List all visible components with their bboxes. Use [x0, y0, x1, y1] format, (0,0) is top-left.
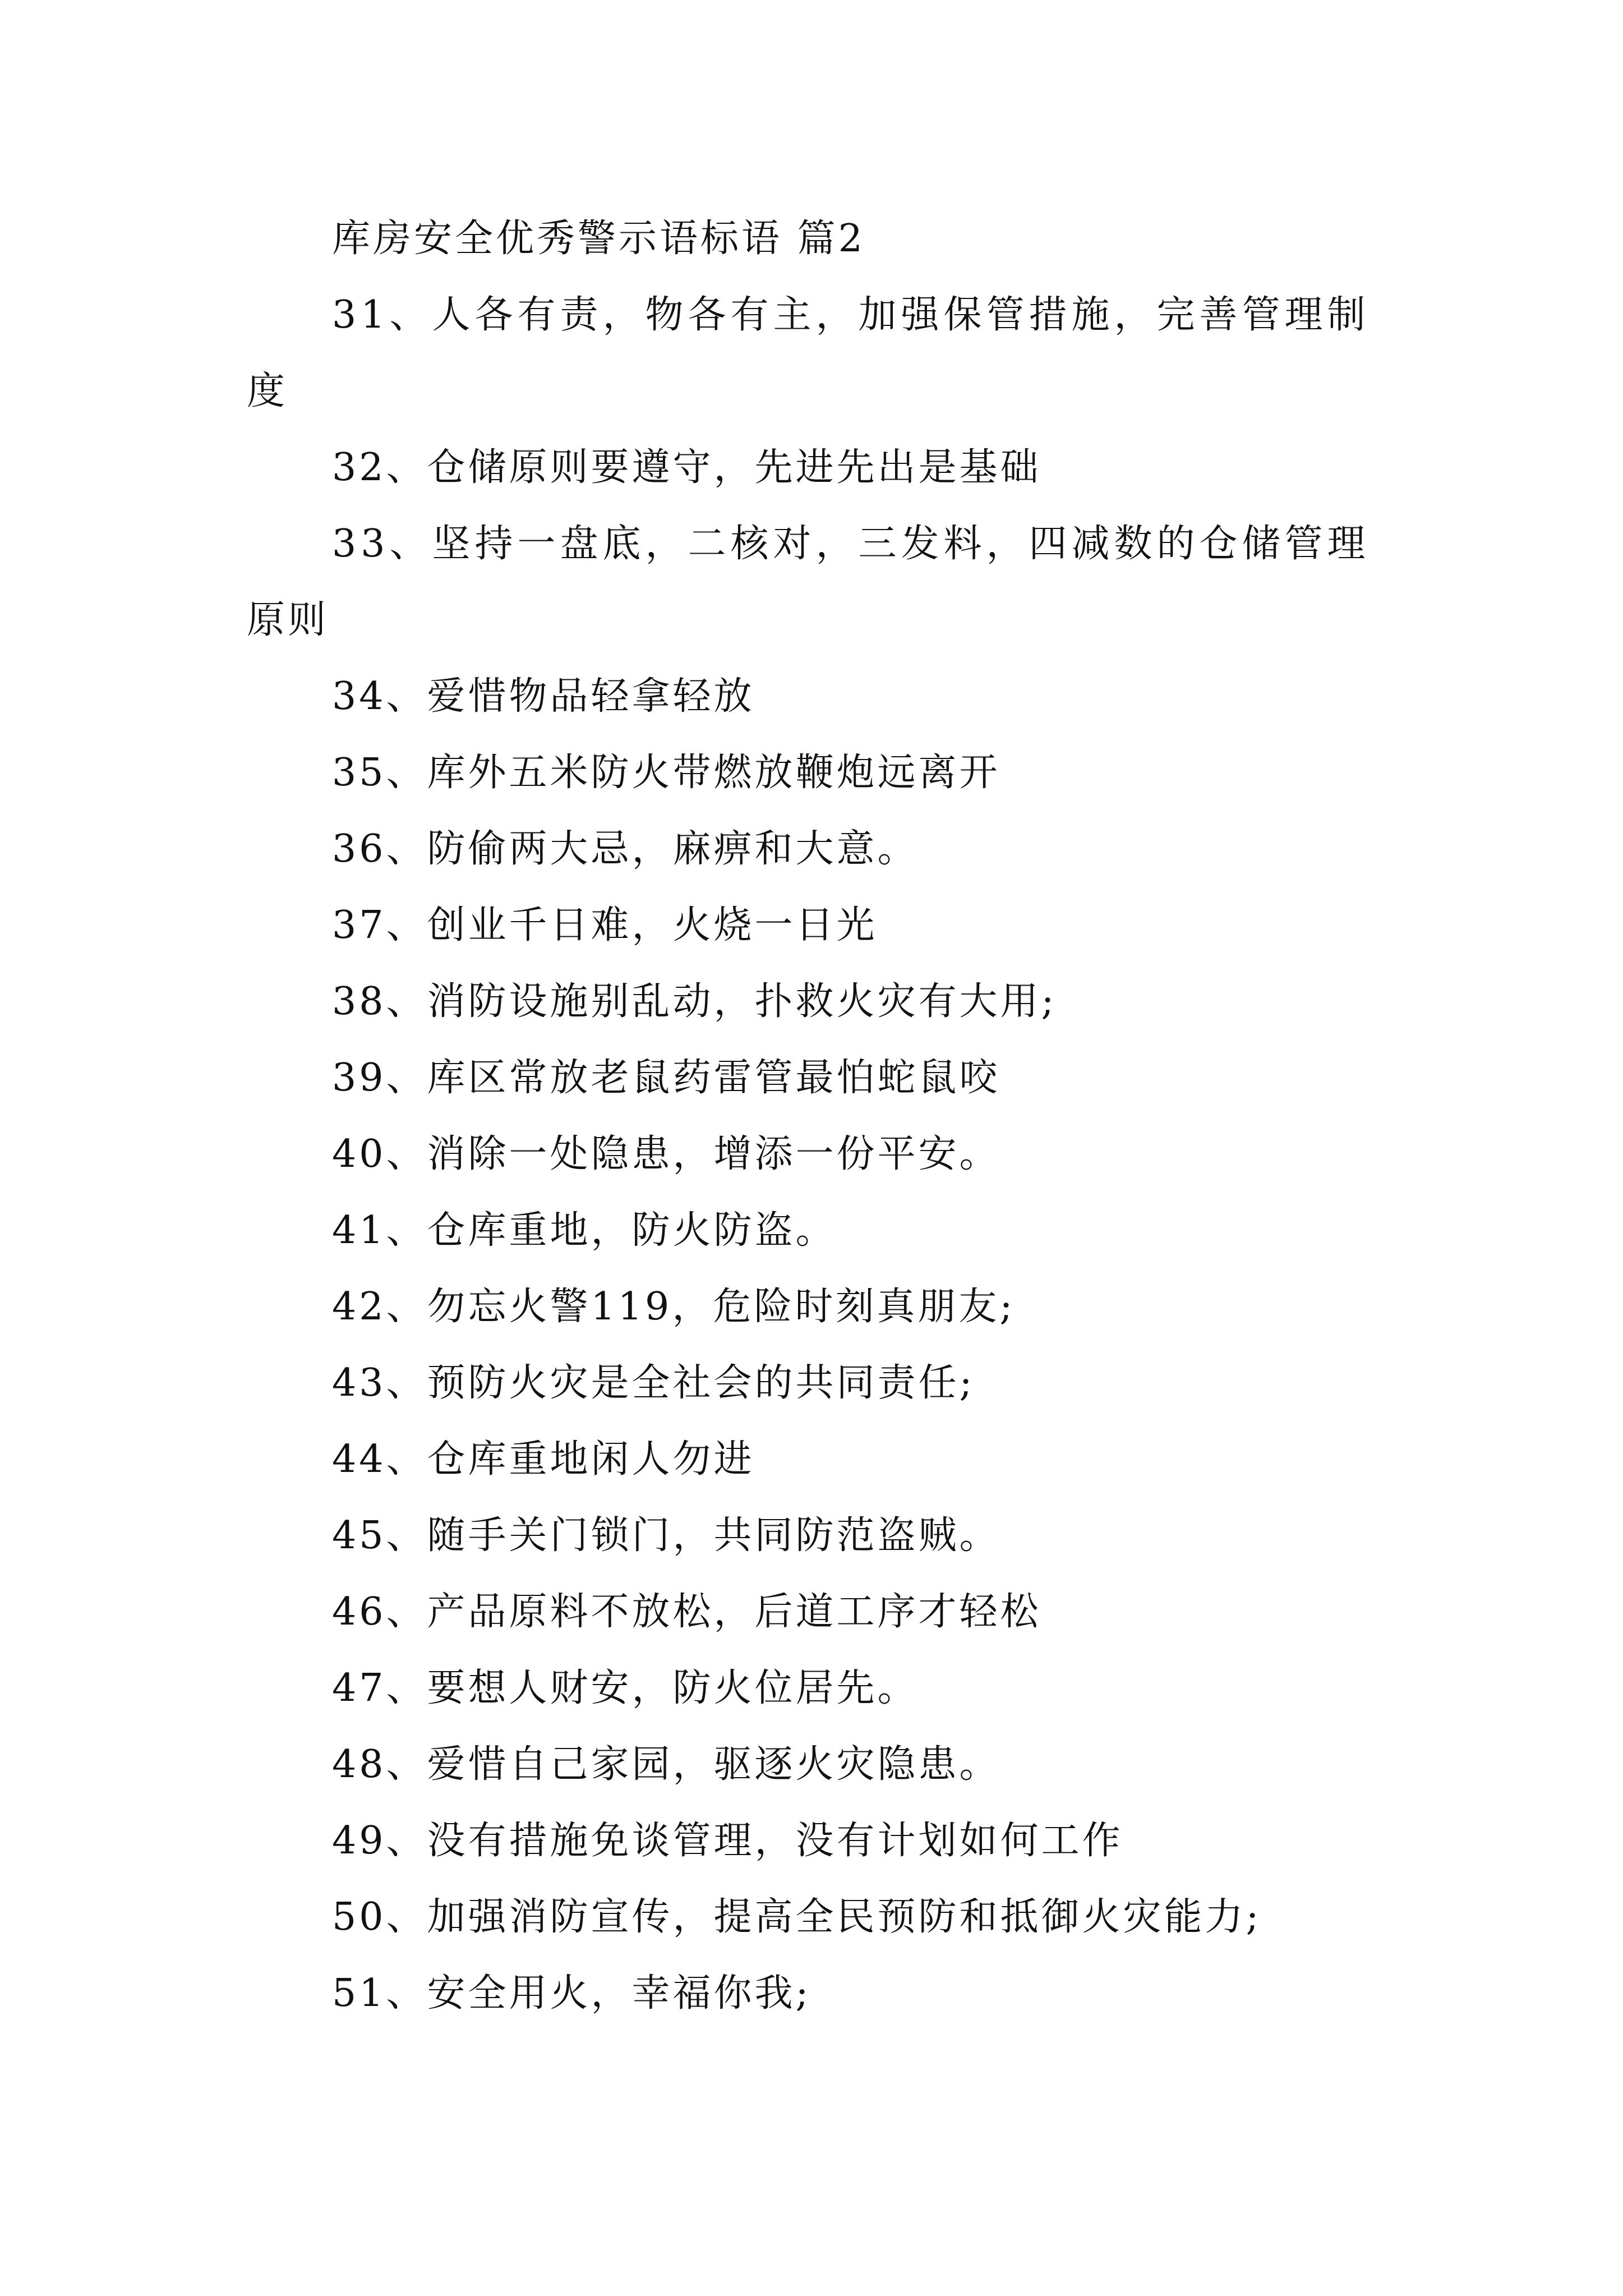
list-item-35: 35、库外五米防火带燃放鞭炮远离开 — [332, 751, 1000, 795]
list-item-37: 37、创业千日难，火烧一日光 — [332, 903, 878, 947]
list-item-36: 36、防偷两大忌，麻痹和大意。 — [332, 827, 919, 871]
list-item-31: 31、人各有责，物各有主，加强保管措施，完善管理制 — [332, 293, 1370, 337]
list-item-48: 48、爱惜自己家园，驱逐火灾隐患。 — [332, 1742, 1000, 1787]
document-body — [247, 201, 1391, 2032]
list-item-40: 40、消除一处隐患，增添一份平安。 — [332, 1132, 1000, 1176]
list-item-47: 47、要想人财安，防火位居先。 — [332, 1666, 919, 1710]
list-item-46: 46、产品原料不放松，后道工序才轻松 — [332, 1590, 1041, 1634]
list-item-44: 44、仓库重地闲人勿进 — [332, 1437, 755, 1481]
list-item-33-continuation: 原则 — [247, 598, 329, 642]
list-item-31-continuation: 度 — [247, 369, 288, 413]
list-item-32: 32、仓储原则要遵守，先进先出是基础 — [332, 445, 1041, 490]
list-item-45: 45、随手关门锁门，共同防范盗贼。 — [332, 1513, 1000, 1558]
list-item-39: 39、库区常放老鼠药雷管最怕蛇鼠咬 — [332, 1056, 1000, 1100]
list-item-33: 33、坚持一盘底，二核对，三发料，四减数的仓储管理 — [332, 522, 1370, 566]
list-item-42: 42、勿忘火警119，危险时刻真朋友; — [332, 1285, 1016, 1329]
list-item-34: 34、爱惜物品轻拿轻放 — [332, 674, 755, 719]
list-item-50: 50、加强消防宣传，提高全民预防和抵御火灾能力; — [332, 1895, 1262, 1939]
list-item-51: 51、安全用火，幸福你我; — [332, 1971, 811, 2016]
list-item-49: 49、没有措施免谈管理，没有计划如何工作 — [332, 1819, 1123, 1863]
list-item-41: 41、仓库重地，防火防盗。 — [332, 1208, 837, 1253]
section-heading: 库房安全优秀警示语标语 篇2 — [332, 217, 865, 261]
list-item-38: 38、消防设施别乱动，扑救火灾有大用; — [332, 979, 1057, 1024]
list-item-43: 43、预防火灾是全社会的共同责任; — [332, 1361, 975, 1405]
